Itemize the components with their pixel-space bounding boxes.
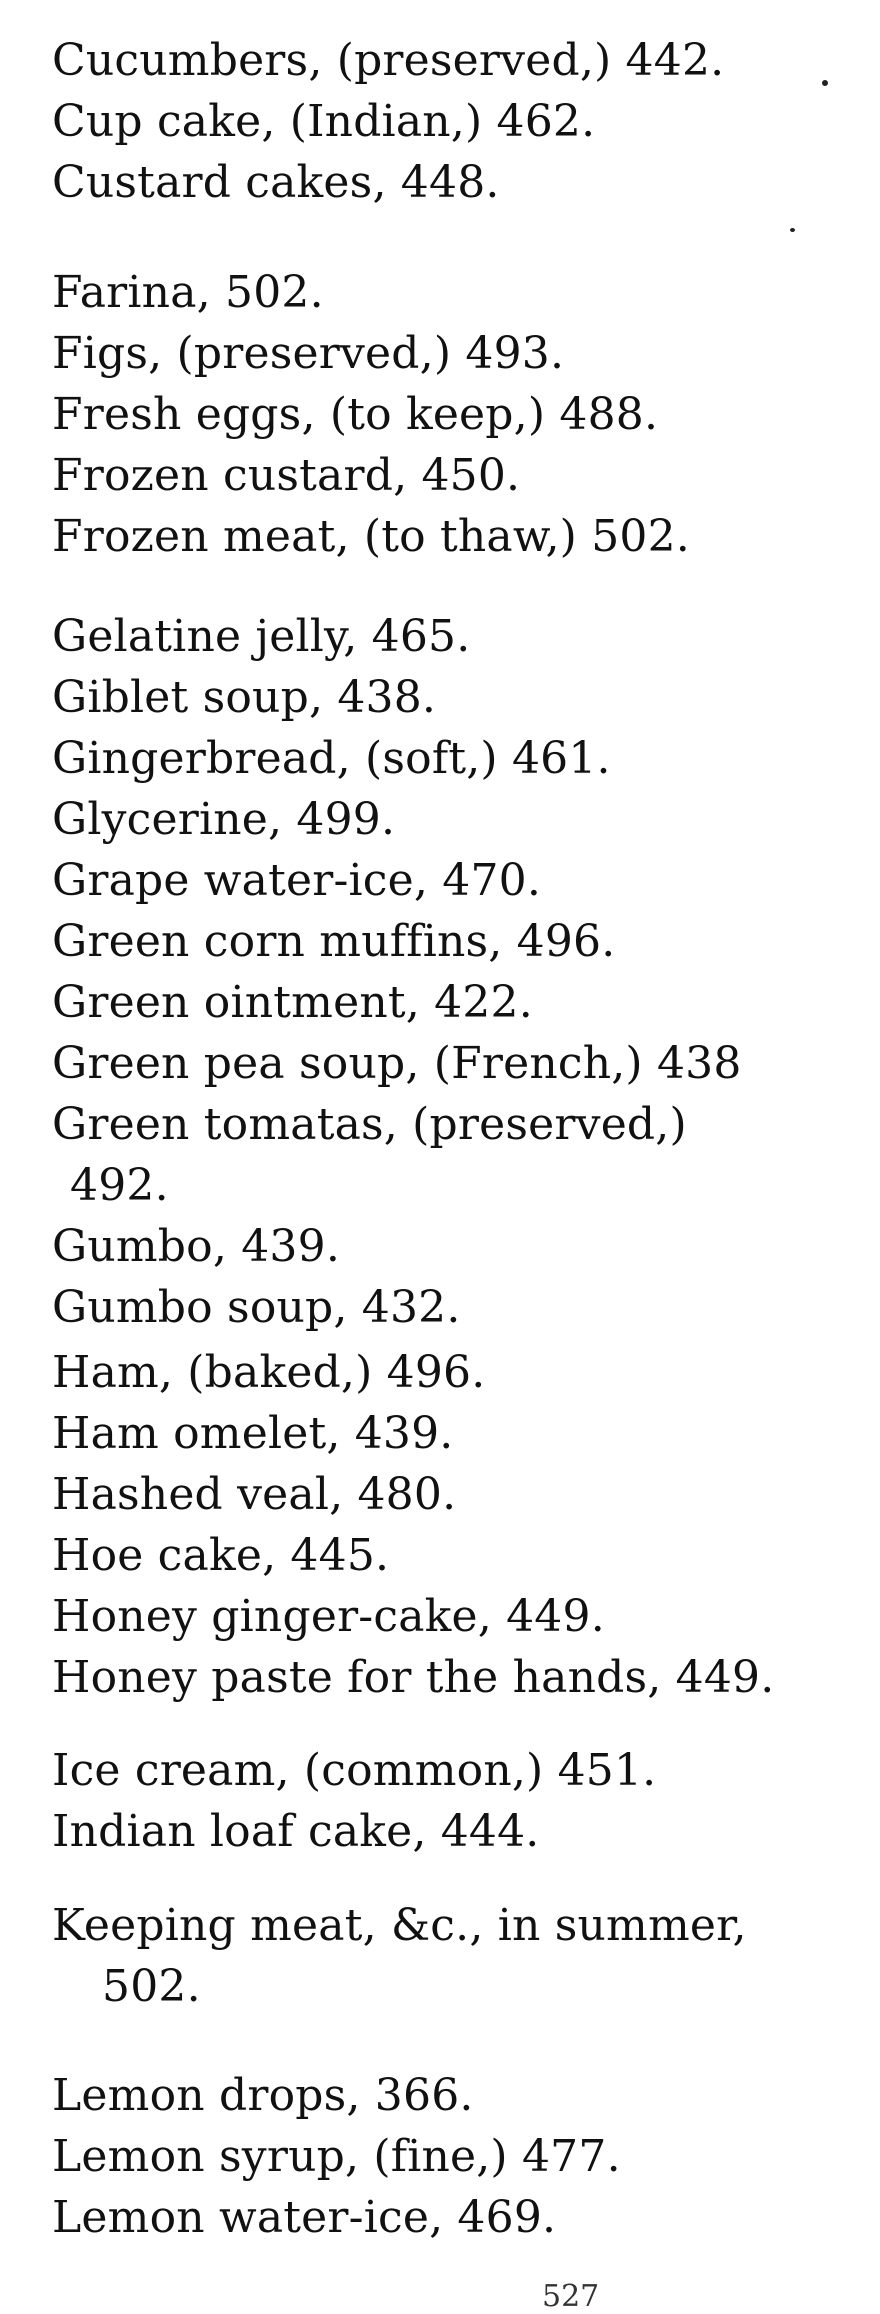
index-entry: Cucumbers, (preserved,) 442.	[52, 35, 725, 86]
index-entry: Green pea soup, (French,) 438	[52, 1038, 742, 1089]
index-entry: Figs, (preserved,) 493.	[52, 328, 565, 379]
index-entry: Keeping meat, &c., in summer,	[52, 1900, 747, 1951]
index-entry: Fresh eggs, (to keep,) 488.	[52, 389, 659, 440]
index-entry: Gumbo soup, 432.	[52, 1282, 461, 1333]
index-entry: Ice cream, (common,) 451.	[52, 1745, 657, 1796]
index-entry: Custard cakes, 448.	[52, 157, 500, 208]
index-entry: Green corn muffins, 496.	[52, 916, 616, 967]
index-entry: Green ointment, 422.	[52, 977, 533, 1028]
index-entry: Gumbo, 439.	[52, 1221, 341, 1272]
index-entry-continuation: 492.	[70, 1160, 169, 1211]
index-entry: Hoe cake, 445.	[52, 1530, 390, 1581]
index-entry: Farina, 502.	[52, 267, 324, 318]
index-entry: Hashed veal, 480.	[52, 1469, 457, 1520]
index-group-f	[52, 262, 690, 567]
index-entry: Gingerbread, (soft,) 461.	[52, 733, 611, 784]
index-entry: Indian loaf cake, 444.	[52, 1806, 540, 1857]
index-group-c	[52, 30, 724, 213]
index-entry: Grape water-ice, 470.	[52, 855, 542, 906]
index-entry: Lemon drops, 366.	[52, 2070, 474, 2121]
index-entry: Ham omelet, 439.	[52, 1408, 454, 1459]
ink-speck	[822, 80, 828, 86]
index-entry: Green tomatas, (preserved,)	[52, 1099, 687, 1150]
index-entry: Glycerine, 499.	[52, 794, 396, 845]
index-entry: Lemon water-ice, 469.	[52, 2192, 557, 2243]
ink-speck	[790, 228, 795, 232]
index-entry: Ham, (baked,) 496.	[52, 1347, 486, 1398]
index-group-k	[52, 1895, 747, 2017]
index-entry: Giblet soup, 438.	[52, 672, 437, 723]
index-group-g	[52, 606, 742, 1338]
index-entry: Honey ginger-cake, 449.	[52, 1591, 605, 1642]
index-group-i	[52, 1740, 656, 1862]
index-entry: Frozen custard, 450.	[52, 450, 521, 501]
index-entry: Cup cake, (Indian,) 462.	[52, 96, 596, 147]
page-number: 527	[542, 2279, 600, 2314]
index-group-h	[52, 1342, 774, 1708]
index-entry-continuation: 502.	[102, 1961, 201, 2012]
index-entry: Honey paste for the hands, 449.	[52, 1652, 775, 1703]
index-group-l	[52, 2065, 621, 2248]
index-entry: Frozen meat, (to thaw,) 502.	[52, 511, 690, 562]
index-entry: Gelatine jelly, 465.	[52, 611, 471, 662]
index-entry: Lemon syrup, (fine,) 477.	[52, 2131, 621, 2182]
